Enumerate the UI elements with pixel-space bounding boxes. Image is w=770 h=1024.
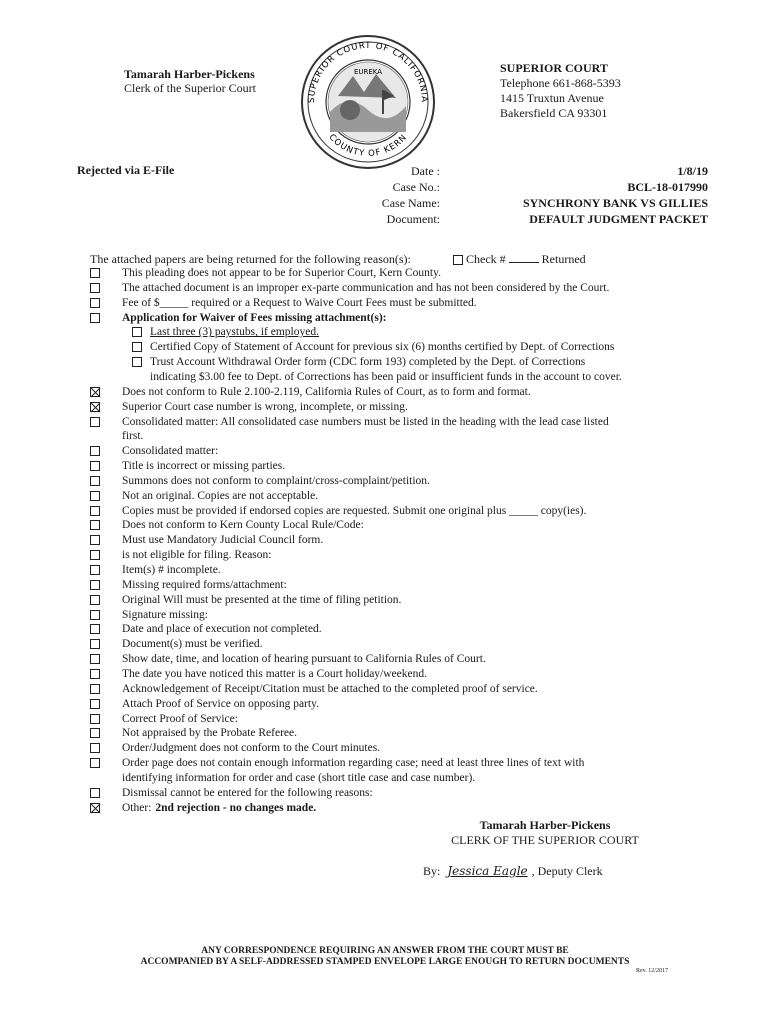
reason-checkbox[interactable]	[90, 283, 100, 293]
signature-name: Tamarah Harber-Pickens	[479, 818, 611, 832]
reason-text: Application for Waiver of Fees missing attachment(s):	[122, 311, 387, 324]
reason-text: Does not conform to Rule 2.100-2.119, California Rules of Court, as to form and format.	[122, 385, 531, 398]
waiver-continuation: indicating $3.00 fee to Dept. of Corrections has been paid or insufficient funds in the account to cover.	[150, 370, 622, 383]
reason-text: Dismissal cannot be entered for the following reasons:	[122, 786, 373, 799]
reason-checkbox[interactable]	[90, 714, 100, 724]
check-number-blank	[509, 252, 539, 263]
case-meta-values	[470, 163, 708, 227]
reason-text: Signature missing:	[122, 608, 208, 621]
reason-checkbox[interactable]	[90, 313, 100, 323]
reason-checkbox[interactable]	[90, 580, 100, 590]
reason-checkbox[interactable]	[90, 535, 100, 545]
court-telephone: Telephone 661-868-5393	[500, 76, 621, 90]
court-contact	[500, 61, 621, 121]
deputy-signature: Jessica Eagle	[447, 864, 528, 878]
reason-text: first.	[122, 430, 144, 443]
reason-checkbox[interactable]	[90, 446, 100, 456]
reason-text: Superior Court case number is wrong, incomplete, or missing.	[122, 400, 408, 413]
reason-text: Original Will must be presented at the time of filing petition.	[122, 593, 402, 606]
clerk-header	[124, 67, 256, 95]
reason-text: is not eligible for filing. Reason:	[122, 549, 272, 562]
reason-text: Show date, time, and location of hearing pursuant to California Rules of Court.	[122, 653, 486, 666]
seal-inner-text: EUREKA	[353, 68, 383, 76]
reason-checkbox[interactable]	[90, 520, 100, 530]
document-label: Document:	[386, 212, 440, 226]
reason-checkbox[interactable]	[90, 461, 100, 471]
reason-text: This pleading does not appear to be for Superior Court, Kern County.	[122, 267, 441, 279]
reason-checkbox[interactable]	[90, 298, 100, 308]
reason-checkbox[interactable]	[90, 610, 100, 620]
court-name: SUPERIOR COURT	[500, 61, 608, 75]
reason-text: Not an original. Copies are not acceptable.	[122, 489, 319, 502]
document-value: DEFAULT JUDGMENT PACKET	[529, 212, 708, 226]
reason-text: Order/Judgment does not conform to the Court minutes.	[122, 742, 381, 755]
reason-text: Attach Proof of Service on opposing party.	[122, 697, 319, 710]
other-checkbox[interactable]	[90, 803, 100, 813]
reason-checkbox[interactable]	[90, 654, 100, 664]
reason-text: Date and place of execution not completed.	[122, 623, 322, 636]
reason-text: Order page does not contain enough information regarding case; need at least three lines of text with	[122, 757, 585, 770]
waiver-checkbox[interactable]	[132, 342, 142, 352]
reason-text: The date you have noticed this matter is a Court holiday/weekend.	[122, 667, 427, 680]
case-meta-labels	[370, 163, 440, 227]
rejected-label: Rejected via E-File	[77, 163, 175, 177]
footer-line2: ACCOMPANIED BY A SELF-ADDRESSED STAMPED ENVELOPE LARGE ENOUGH TO RETURN DOCUMENTS	[140, 957, 630, 967]
reason-text: Document(s) must be verified.	[122, 638, 263, 651]
reason-text: Fee of $_____ required or a Request to Waive Court Fees must be submitted.	[122, 296, 477, 309]
signature-block	[440, 818, 650, 848]
reason-checkbox[interactable]	[90, 417, 100, 427]
case-no-value: BCL-18-017990	[627, 180, 708, 194]
reason-text: Not appraised by the Probate Referee.	[122, 727, 297, 740]
reason-checkbox[interactable]	[90, 402, 100, 412]
seal-bottom-text: COUNTY OF KERN	[326, 132, 410, 160]
reason-checkbox[interactable]	[90, 476, 100, 486]
check-returned	[453, 252, 586, 267]
case-no-label: Case No.:	[392, 180, 440, 194]
reason-text: Acknowledgement of Receipt/Citation must be attached to the completed proof of service.	[122, 682, 538, 695]
reason-checkbox[interactable]	[90, 684, 100, 694]
waiver-text: Last three (3) paystubs, if employed.	[150, 326, 319, 339]
reason-text: Title is incorrect or missing parties.	[122, 460, 286, 473]
check-label: Check #	[466, 252, 506, 266]
footer-notice	[90, 946, 680, 968]
reasons-intro: The attached papers are being returned for the following reason(s):	[90, 252, 411, 266]
reason-checkbox[interactable]	[90, 669, 100, 679]
reason-text: Correct Proof of Service:	[122, 712, 238, 725]
reason-checkbox[interactable]	[90, 595, 100, 605]
reason-text: Item(s) # incomplete.	[122, 564, 221, 576]
reason-text: Copies must be provided if endorsed copies are requested. Submit one original plus _____ copy(ies).	[122, 504, 587, 517]
court-seal-icon	[298, 32, 438, 172]
deputy-role: , Deputy Clerk	[531, 864, 603, 878]
footer-line1: ANY CORRESPONDENCE REQUIRING AN ANSWER FROM THE COURT MUST BE	[201, 946, 569, 956]
revision-label: Rev. 12/2017	[636, 968, 668, 974]
reason-text: Missing required forms/attachment:	[122, 578, 287, 591]
other-text: 2nd rejection - no changes made.	[155, 801, 317, 814]
reason-checkbox[interactable]	[90, 550, 100, 560]
date-value: 1/8/19	[677, 164, 708, 178]
reason-checkbox[interactable]	[90, 624, 100, 634]
reason-checkbox[interactable]	[90, 788, 100, 798]
court-address-line2: Bakersfield CA 93301	[500, 106, 608, 120]
reason-checkbox[interactable]	[90, 699, 100, 709]
reason-text: Consolidated matter: All consolidated case numbers must be listed in the heading with the lead case listed	[122, 415, 609, 428]
waiver-text: Certified Copy of Statement of Account for previous six (6) months certified by Dept. of Corrections	[150, 341, 615, 354]
seal-top-text: SUPERIOR COURT OF CALIFORNIA	[306, 40, 430, 104]
reason-checkbox[interactable]	[90, 506, 100, 516]
signature-title: CLERK OF THE SUPERIOR COURT	[451, 833, 639, 847]
reason-checkbox[interactable]	[90, 728, 100, 738]
reason-text: Summons does not conform to complaint/cross-complaint/petition.	[122, 474, 430, 487]
court-address-line1: 1415 Truxtun Avenue	[500, 91, 604, 105]
other-text-wrap	[122, 801, 682, 815]
check-returned-checkbox[interactable]	[453, 255, 463, 265]
case-name-value: SYNCHRONY BANK VS GILLIES	[522, 196, 708, 210]
reason-text: Consolidated matter:	[122, 445, 219, 458]
reason-checkbox[interactable]	[90, 758, 100, 768]
reason-checkbox[interactable]	[90, 491, 100, 501]
waiver-checkbox[interactable]	[132, 327, 142, 337]
by-line	[423, 864, 603, 879]
clerk-title: Clerk of the Superior Court	[124, 81, 256, 95]
waiver-text: Trust Account Withdrawal Order form (CDC form 193) completed by the Dept. of Corrections	[150, 356, 586, 369]
by-label: By:	[423, 864, 441, 878]
date-label: Date :	[411, 164, 440, 178]
reason-checkbox[interactable]	[90, 387, 100, 397]
reason-text: identifying information for order and case (short title case and case number).	[122, 771, 476, 784]
reason-text: Does not conform to Kern County Local Rule/Code:	[122, 519, 364, 532]
reason-checkbox[interactable]	[90, 743, 100, 753]
reason-text: Must use Mandatory Judicial Council form.	[122, 534, 324, 547]
waiver-checkbox[interactable]	[132, 357, 142, 367]
clerk-name: Tamarah Harber-Pickens	[124, 67, 255, 81]
returned-label: Returned	[541, 252, 586, 266]
reason-checkbox[interactable]	[90, 565, 100, 575]
case-name-label: Case Name:	[381, 196, 440, 210]
reason-text: The attached document is an improper ex-parte communication and has not been considered by the Court.	[122, 281, 610, 294]
reason-checkbox[interactable]	[90, 268, 100, 278]
other-label: Other:	[122, 801, 152, 814]
reason-checkbox[interactable]	[90, 639, 100, 649]
